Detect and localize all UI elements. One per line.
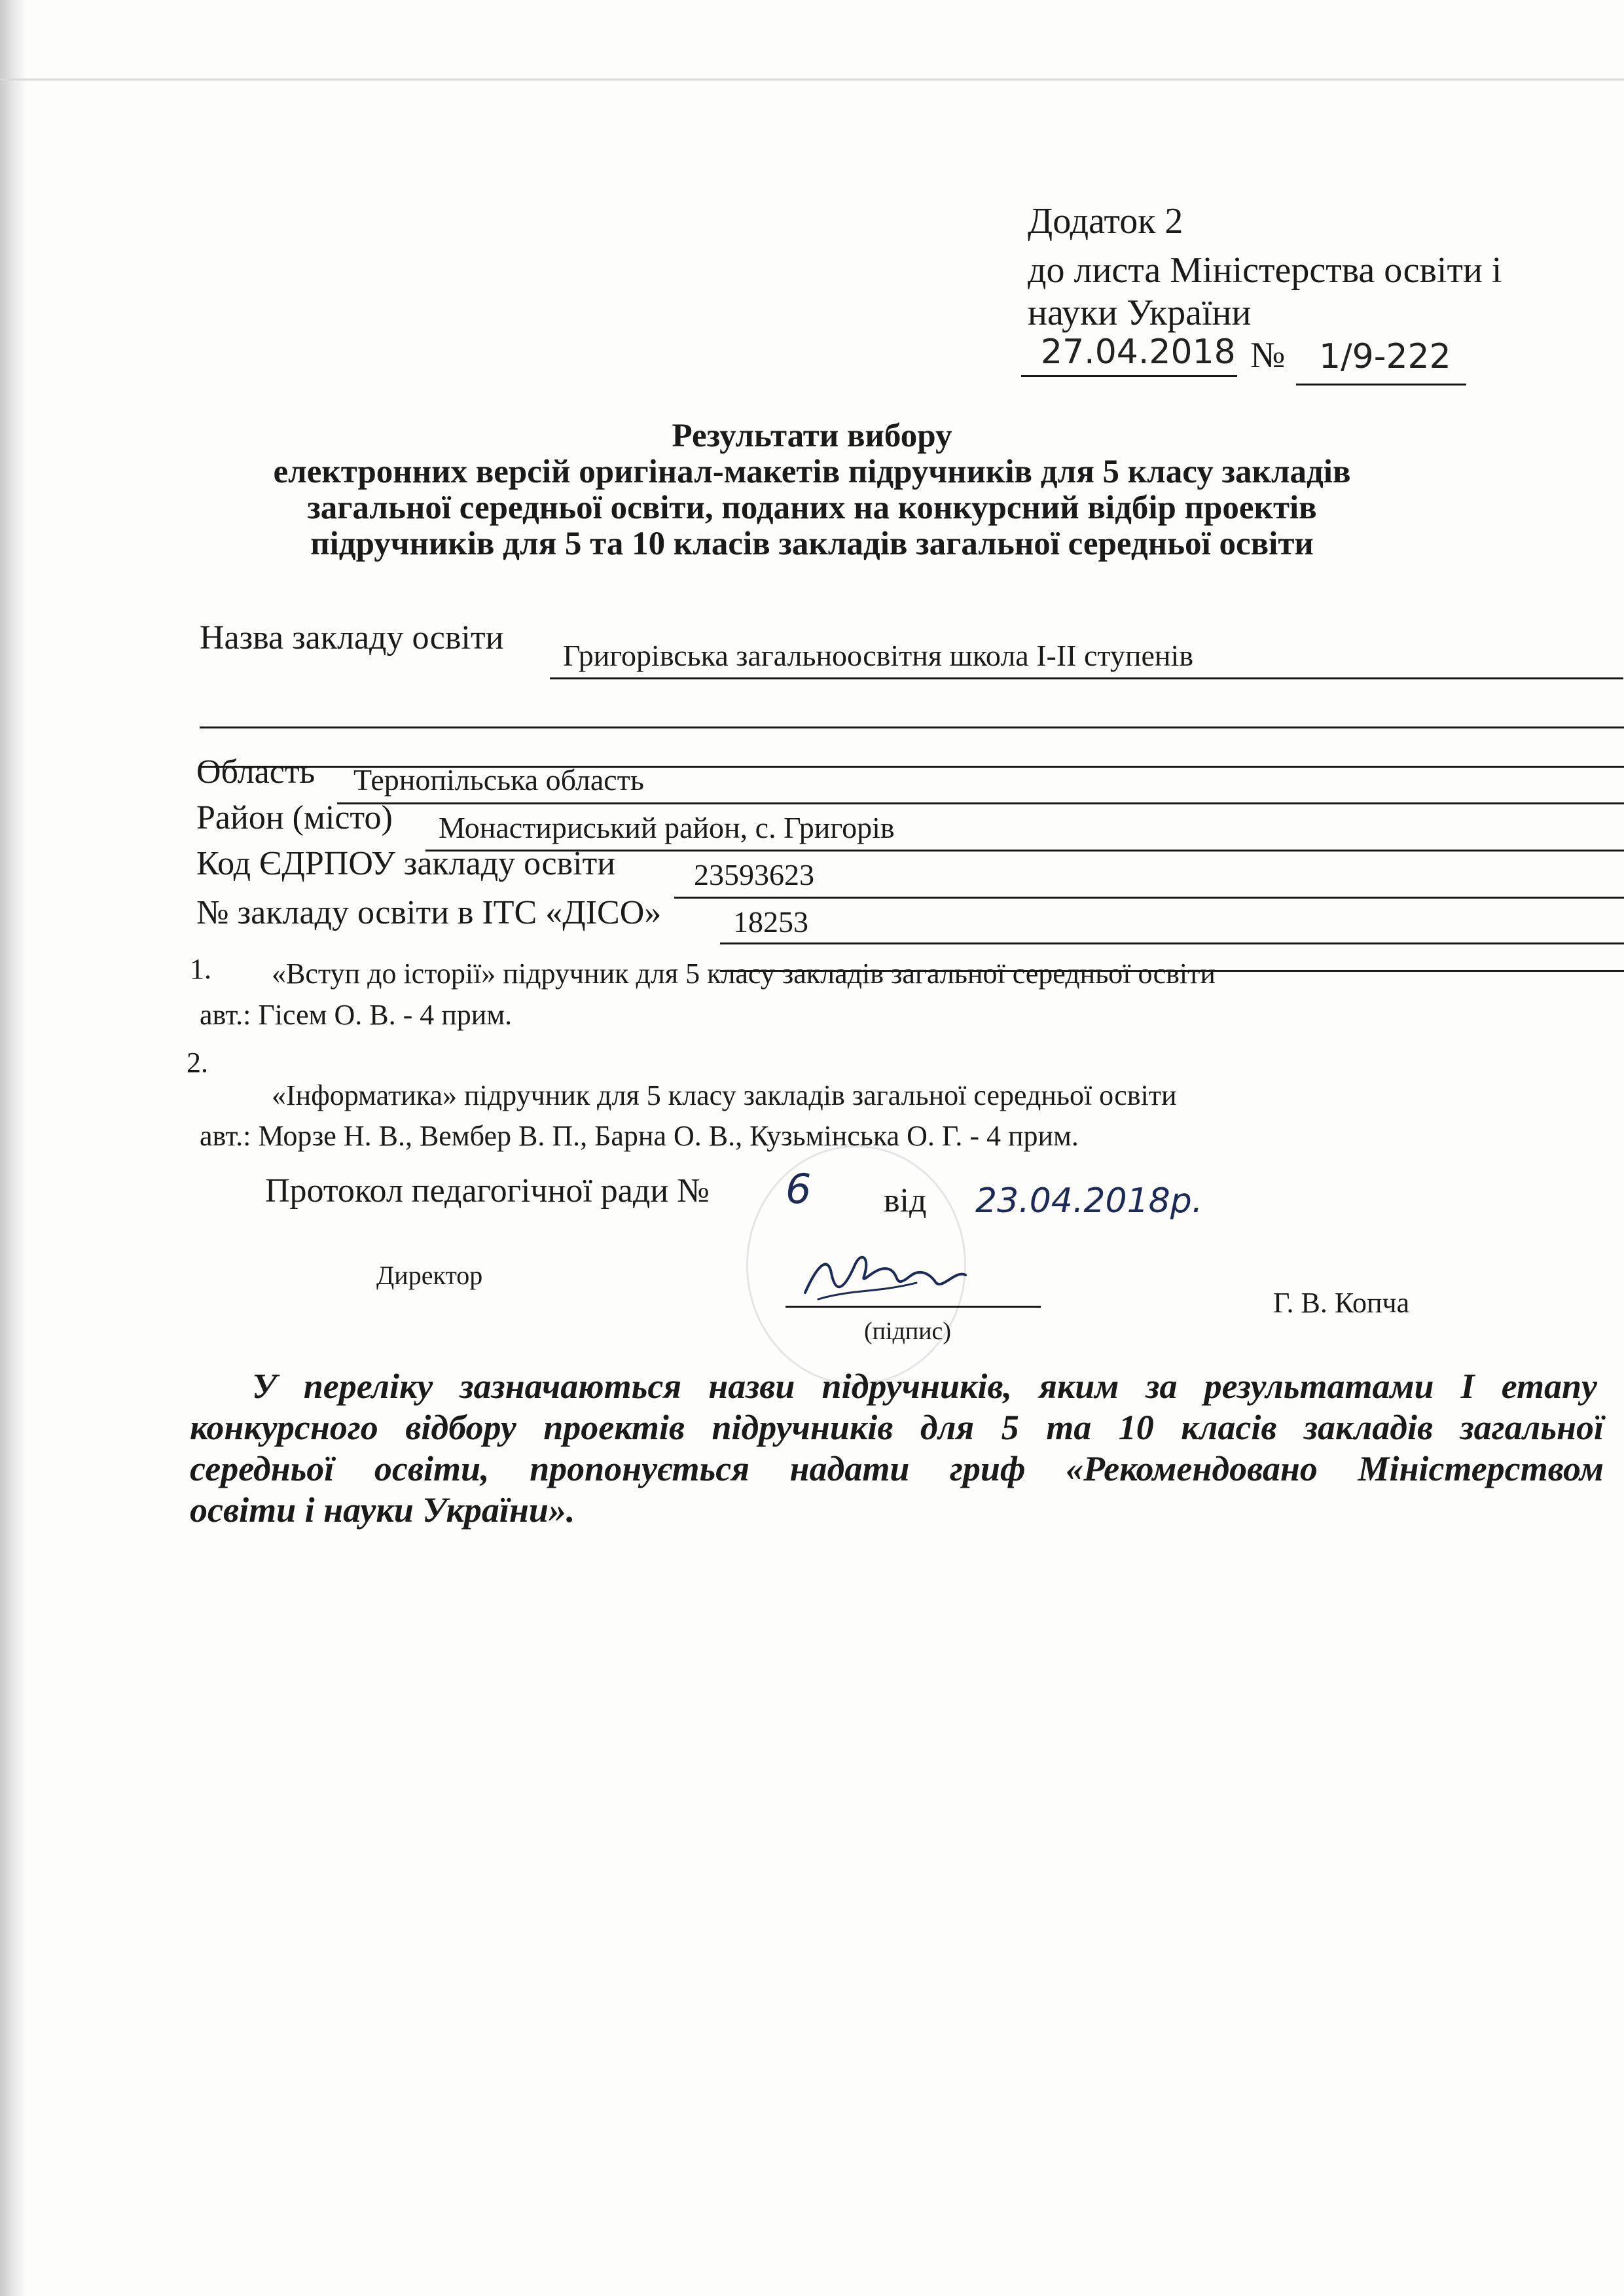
signature-line (785, 1306, 1041, 1308)
scan-shadow (0, 0, 26, 2296)
appendix-number: 1/9-222 (1319, 337, 1451, 376)
item-2-title: «Інформатика» підручник для 5 класу закладів загальної середньої освіти (272, 1079, 1177, 1111)
its-value: 18253 (733, 905, 808, 939)
director-signature (779, 1237, 1015, 1309)
region-underline (337, 802, 1624, 804)
item-1-authors: авт.: Гісем О. В. - 4 прим. (200, 999, 513, 1031)
appendix-number-label: № (1250, 335, 1286, 376)
item-2-authors: авт.: Морзе Н. В., Вембер В. П., Барна О. В., Кузьмінська О. Г. - 4 прим. (200, 1120, 1079, 1152)
protocol-date: 23.04.2018р. (975, 1181, 1203, 1221)
appendix-date: 27.04.2018 (1041, 332, 1236, 372)
blank-line-1 (200, 726, 1624, 728)
protocol-number: 6 (785, 1165, 812, 1213)
title-line-3: загальної середньої освіти, поданих на конкурсний відбір проектів (307, 490, 1317, 526)
its-label: № закладу освіти в ІТС «ДІСО» (196, 894, 662, 931)
director-role: Директор (376, 1261, 483, 1290)
note-line-2: конкурсного відбору проектів підручників для 5 та 10 класів закладів загальної (190, 1408, 1604, 1447)
title-line-1: Результати вибору (672, 418, 952, 454)
district-label: Район (місто) (196, 799, 393, 836)
institution-underline (550, 677, 1623, 679)
item-2-number: 2. (187, 1047, 208, 1079)
district-value: Монастириський район, с. Григорів (439, 811, 895, 844)
appendix-number-underline (1296, 384, 1466, 386)
protocol-label: Протокол педагогічної ради № (265, 1172, 710, 1210)
appendix-date-underline (1021, 375, 1237, 377)
protocol-from-label: від (884, 1182, 927, 1219)
region-label: Область (196, 753, 316, 791)
edrpou-value: 23593623 (694, 858, 814, 891)
title-line-4: підручників для 5 та 10 класів закладів загальної середньої освіти (310, 526, 1314, 562)
region-value: Тернопільська область (353, 763, 644, 797)
edrpou-label: Код ЄДРПОУ закладу освіти (196, 845, 616, 882)
item-1-title: «Вступ до історії» підручник для 5 класу закладів загальної середньої освіти (272, 958, 1216, 990)
scan-line (0, 79, 1624, 81)
institution-label: Назва закладу освіти (200, 619, 504, 656)
appendix-line-1: Додаток 2 (1028, 201, 1183, 242)
title-line-2: електронних версій оригінал-макетів підручників для 5 класу закладів (273, 454, 1351, 490)
its-underline (720, 942, 1624, 944)
appendix-line-3: науки України (1028, 293, 1252, 333)
item-1-number: 1. (190, 953, 211, 985)
signature-caption: (підпис) (864, 1318, 952, 1345)
note-line-4: освіти і науки України». (190, 1490, 575, 1530)
edrpou-underline (674, 897, 1624, 899)
note-line-3: середньої освіти, пропонується надати гриф «Рекомендовано Міністерством (190, 1449, 1604, 1488)
note-line-1: У переліку зазначаються назви підручників, яким за результатами І етапу (252, 1367, 1597, 1406)
appendix-line-2: до листа Міністерства освіти і (1028, 250, 1502, 291)
institution-value: Григорівська загальноосвітня школа I-II ступенів (563, 639, 1194, 672)
director-name: Г. В. Копча (1273, 1287, 1410, 1319)
